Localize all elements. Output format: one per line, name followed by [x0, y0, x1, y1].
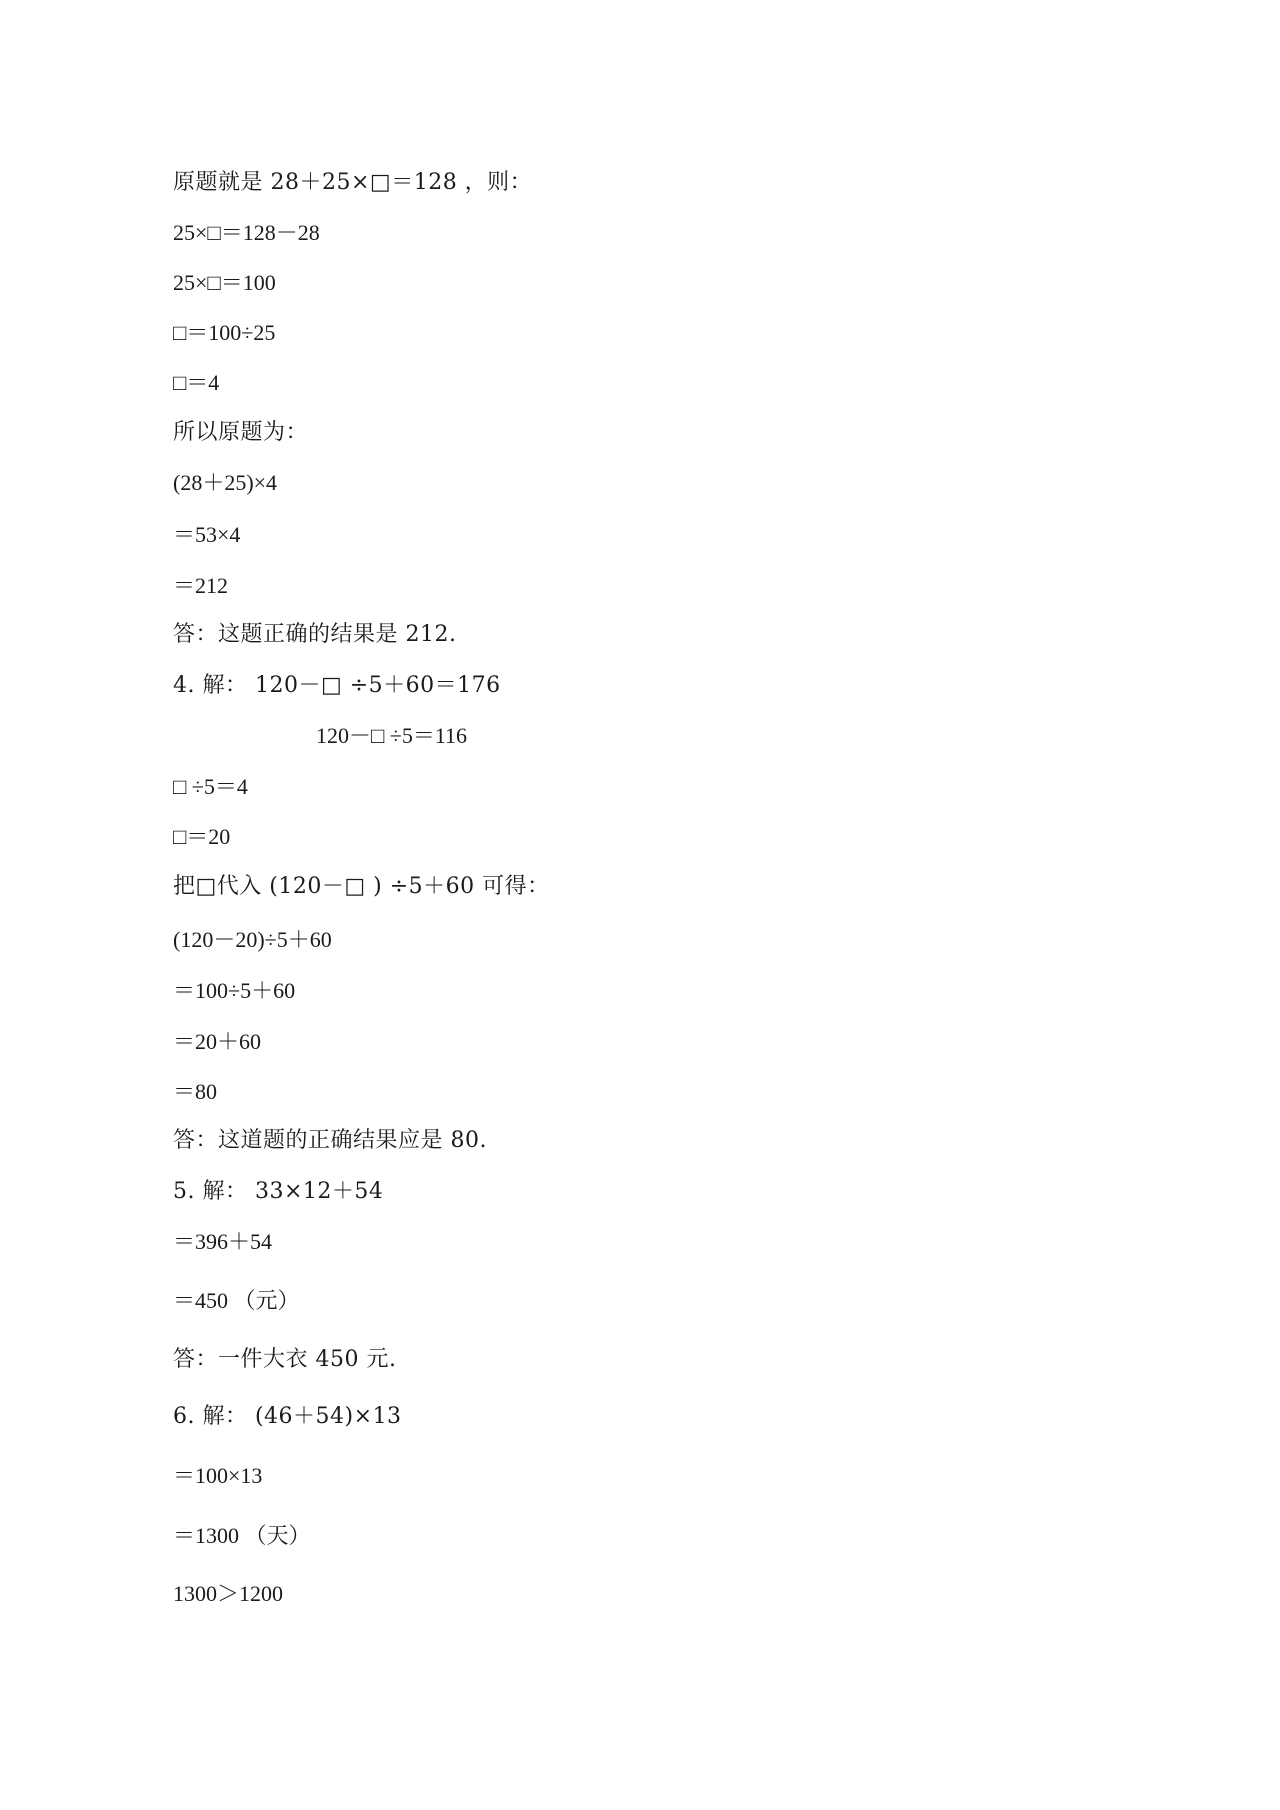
equation-line: (28＋25)×4 — [173, 470, 278, 495]
answer-line: 答：这题正确的结果是 212. — [173, 622, 457, 647]
equation-line: □＝4 — [173, 370, 220, 395]
equation-line: 1300＞1200 — [173, 1581, 284, 1606]
equation-line: ＝20＋60 — [173, 1029, 262, 1054]
equation-line: □ ÷5＝4 — [173, 774, 248, 799]
equation-line: (120－20)÷5＋60 — [173, 927, 332, 952]
solution-heading: 6. 解： (46＋54)×13 — [173, 1404, 402, 1429]
text-line: 把□代入 (120－□ ) ÷5＋60 可得： — [173, 874, 550, 899]
equation-line: ＝100×13 — [173, 1463, 263, 1488]
text-line: 所以原题为： — [173, 420, 309, 445]
equation-line: □＝100÷25 — [173, 320, 276, 345]
equation-line: 120－□ ÷5＝116 — [316, 723, 468, 748]
solution-heading: 5. 解： 33×12＋54 — [173, 1179, 384, 1204]
equation-line: ＝396＋54 — [173, 1229, 273, 1254]
equation-line: □＝20 — [173, 824, 231, 849]
equation-line: 25×□＝100 — [173, 270, 276, 295]
equation-line: ＝450 （元） — [173, 1288, 300, 1313]
equation-line: ＝80 — [173, 1079, 218, 1104]
equation-line: ＝100÷5＋60 — [173, 978, 296, 1003]
equation-line: 25×□＝128－28 — [173, 220, 320, 245]
solution-heading: 4. 解： 120－□ ÷5＋60＝176 — [173, 673, 501, 698]
equation-line: ＝1300 （天） — [173, 1523, 311, 1548]
equation-line: ＝53×4 — [173, 522, 241, 547]
answer-line: 答：一件大衣 450 元. — [173, 1347, 397, 1372]
text-line: 原题就是 28＋25×□＝128 ，则： — [173, 170, 533, 195]
answer-line: 答：这道题的正确结果应是 80. — [173, 1128, 487, 1153]
equation-line: ＝212 — [173, 573, 229, 598]
